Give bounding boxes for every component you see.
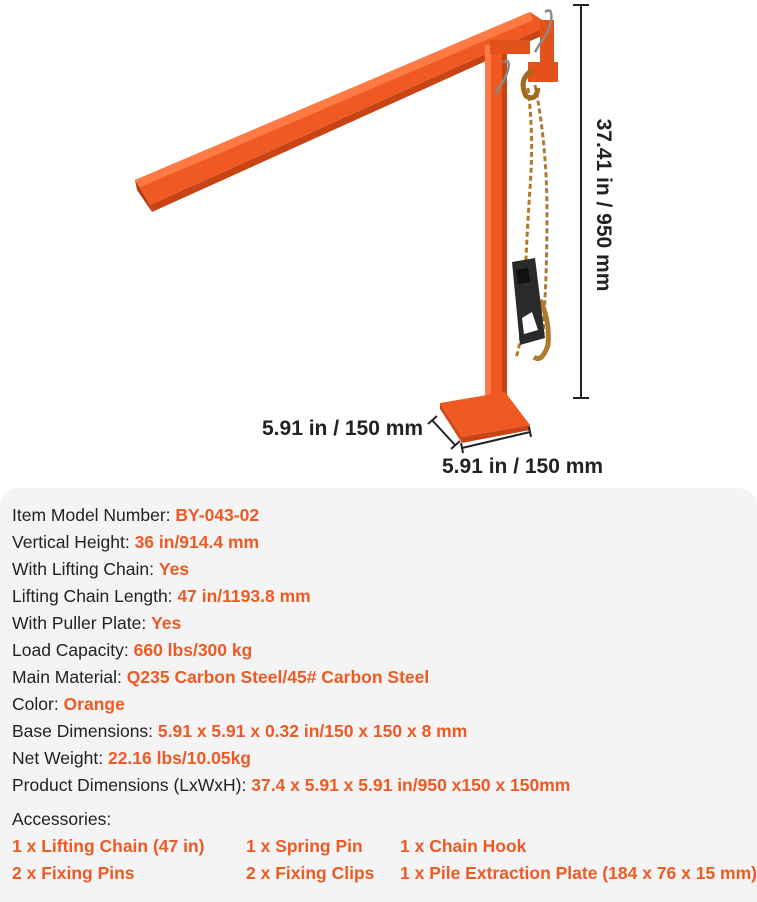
accessory-item: 1 x Pile Extraction Plate (184 x 76 x 15 mm) — [400, 863, 757, 883]
spec-label: With Lifting Chain: — [12, 559, 159, 579]
specifications-panel — [0, 488, 757, 902]
extraction-plate — [512, 258, 545, 345]
height-dimension-label: 37.41 in / 950 mm — [592, 118, 615, 292]
accessory-item: 1 x Spring Pin — [246, 836, 363, 856]
spec-row-chain-length — [12, 585, 311, 607]
spec-row-color — [12, 693, 125, 715]
spec-label: Lifting Chain Length: — [12, 586, 178, 606]
spec-row-product-dimensions — [12, 774, 570, 796]
height-dimension-line — [573, 5, 589, 398]
spec-value: Yes — [151, 613, 182, 633]
accessory-item: 1 x Lifting Chain (47 in) — [12, 836, 205, 856]
spec-row-base-dimensions — [12, 720, 467, 742]
spec-label: Color: — [12, 694, 64, 714]
spec-label: With Puller Plate: — [12, 613, 152, 633]
base-depth-label: 5.91 in / 150 mm — [442, 455, 604, 478]
accessory-item: 1 x Chain Hook — [400, 836, 527, 856]
spec-value: BY-043-02 — [175, 505, 260, 525]
spec-label: Net Weight: — [12, 748, 108, 768]
spec-row-model — [12, 504, 259, 526]
spec-row-vertical-height — [12, 531, 259, 553]
spec-label: Main Material: — [12, 667, 127, 687]
spec-row-main-material — [12, 666, 429, 688]
spec-label: Item Model Number: — [12, 505, 176, 525]
spec-row-net-weight — [12, 747, 251, 769]
spec-value: Yes — [158, 559, 190, 579]
base-width-label: 5.91 in / 150 mm — [262, 417, 424, 440]
spec-value: 37.4 x 5.91 x 5.91 in/950 x150 x 150mm — [251, 775, 571, 795]
spec-label: Vertical Height: — [12, 532, 135, 552]
spec-value: 36 in/914.4 mm — [134, 532, 260, 552]
spec-row-lifting-chain — [12, 558, 189, 580]
accessory-item: 2 x Fixing Pins — [12, 863, 135, 883]
accessory-item: 2 x Fixing Clips — [246, 863, 375, 883]
spec-value: Q235 Carbon Steel/45# Carbon Steel — [126, 667, 430, 687]
spec-label: Product Dimensions (LxWxH): — [12, 775, 252, 795]
spec-value: 22.16 lbs/10.05kg — [107, 748, 251, 768]
spec-label: Load Capacity: — [12, 640, 134, 660]
spec-label: Base Dimensions: — [12, 721, 158, 741]
spec-row-puller-plate — [12, 612, 181, 634]
spec-value: Orange — [63, 694, 125, 714]
spec-value: 47 in/1193.8 mm — [177, 586, 311, 606]
spec-value: 660 lbs/300 kg — [133, 640, 253, 660]
accessories-heading: Accessories: — [12, 809, 112, 829]
spec-value: 5.91 x 5.91 x 0.32 in/150 x 150 x 8 mm — [157, 721, 468, 741]
spec-row-load-capacity — [12, 639, 252, 661]
